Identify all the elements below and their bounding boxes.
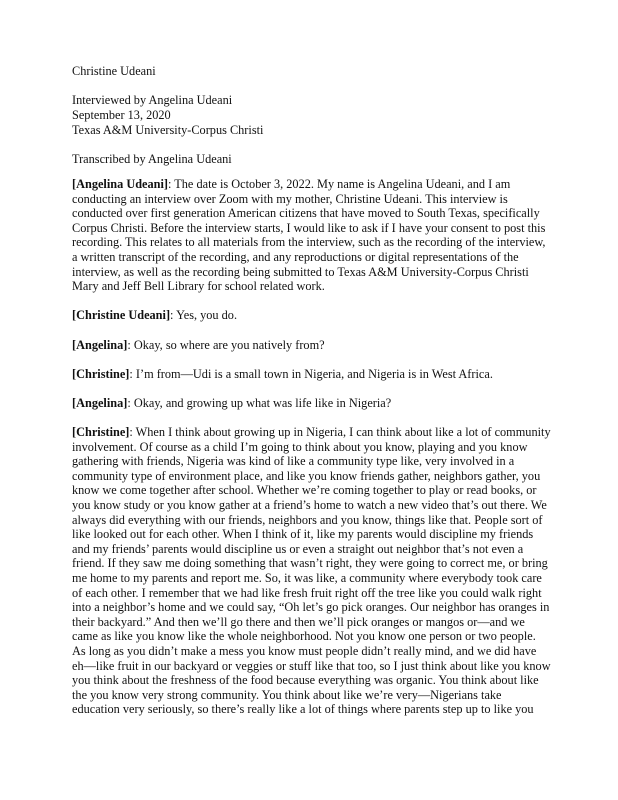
line-text: their backyard.” And then we’ll go there and then we’ll pick oranges or mangos or—and we [72,614,525,629]
transcript-line [72,206,558,221]
transcript-line [72,498,558,513]
line-text: conducting an interview over Zoom with my mother, Christine Udeani. This interview is [72,191,508,206]
transcript-line [72,483,558,498]
speaker-label: [Christine Udeani] [72,308,171,323]
transcript-line [72,396,558,411]
transcript-paragraph [72,367,558,382]
transcript-line [72,586,558,601]
transcript-line [72,469,558,484]
speaker-label: [Angelina] [72,395,128,410]
transcript-line [72,688,558,703]
transcript-paragraph [72,177,558,294]
transcript-line [72,527,558,542]
line-text: you think about the freshness of the food because everything was organic. You think about like [72,673,539,688]
speaker-label: [Christine] [72,366,130,381]
line-text: and my friends’ parents would discipline us or even a straight out neighbor that’s not even a [72,541,524,556]
line-text: of each other. I remember that we had like fresh fruit right off the tree like you could walk right [72,585,542,600]
transcript-line [72,192,558,207]
line-text: friend. If they saw me doing something that wasn’t right, they were going to correct me, or bring [72,556,548,571]
line-text: : When I think about growing up in Nigeria, I can think about like a lot of community [129,425,551,440]
line-text: came as like you know like the whole neighborhood. Not you know one person or two people. [72,629,536,644]
line-text: a written transcript of the recording, and any reproductions or digital representations of the [72,249,519,264]
transcript-line [72,702,558,717]
line-text: interview, as well as the recording being submitted to Texas A&M University-Corpus Christi [72,264,529,279]
line-text: : The date is October 3, 2022. My name is Angelina Udeani, and I am [168,177,511,191]
speaker-label: [Angelina] [72,337,128,352]
line-text: me home to my parents and report me. So, it was like, a community where everybody took care [72,571,542,586]
line-text: know we come together after school. Whether we’re coming together to play or read books, or [72,483,537,498]
speaker-label: [Angelina Udeani] [72,177,168,191]
line-text: involvement. Of course as a child I’m going to think about you know, playing and you know [72,439,528,454]
interviewee-name: Christine Udeani [72,64,156,78]
line-text: conducted over first generation American citizens that have moved to South Texas, specifically [72,206,540,221]
transcript-line [72,250,558,265]
institution: Texas A&M University-Corpus Christi [72,122,264,137]
line-text: : Okay, and growing up what was life like in Nigeria? [127,395,392,410]
transcript-line [72,644,558,659]
transcript-line [72,513,558,528]
transcript-line [72,279,558,294]
line-text: eh—like fruit in our backyard or veggies or stuff like that too, so I just think about like you know [72,658,551,673]
transcript-paragraph [72,338,558,353]
line-text: you know study or you know gather at a friend’s home to watch a new video that’s out there. We [72,498,547,513]
transcript-line [72,177,558,192]
transcript-line [72,542,558,557]
interviewer-line: Interviewed by Angelina Udeani [72,93,233,108]
line-text: always did everything with our friends, neighbors and you know, things like that. People sort of [72,512,543,527]
transcript-line [72,338,558,353]
transcript-line [72,265,558,280]
line-text: : Yes, you do. [170,308,238,323]
transcript-line [72,629,558,644]
transcriber-line: Transcribed by Angelina Udeani [72,151,232,166]
transcript-paragraph [72,308,558,323]
transcript-line [72,221,558,236]
line-text: recording. This relates to all materials from the interview, such as the recording of the interview, [72,235,546,250]
transcript-line [72,659,558,674]
line-text: community type of environment place, and like you know friends gather, neighbors gather, you [72,468,541,483]
line-text: : I’m from—Udi is a small town in Nigeria, and Nigeria is in West Africa. [129,366,493,381]
transcript-line [72,235,558,250]
line-text: gathering with friends, Nigeria was kind of like a community type like, very involved in a [72,454,515,469]
line-text: education very seriously, so there’s really like a lot of things where parents step up to like you [72,702,534,717]
transcript-line [72,454,558,469]
line-text: like looked out for each other. When I think of it, like my parents would discipline my friends [72,527,534,542]
transcript-paragraph [72,425,558,717]
line-text: the you know very strong community. You think about like we’re very—Nigerians take [72,687,502,702]
transcript-line [72,425,558,440]
line-text: Corpus Christi. Before the interview starts, I would like to ask if I have your consent to post this [72,220,546,235]
transcript-line [72,600,558,615]
transcript-line [72,615,558,630]
speaker-label: [Christine] [72,425,130,440]
transcript-line [72,308,558,323]
document-header [72,64,552,167]
line-text: As long as you didn’t make a mess you know must people didn’t really mind, and we did have [72,644,537,658]
transcript-body [72,177,558,732]
interview-date: September 13, 2020 [72,107,171,122]
transcript-line [72,571,558,586]
transcript-paragraph [72,396,558,411]
transcript-line [72,440,558,455]
transcript-line [72,673,558,688]
transcript-line [72,556,558,571]
line-text: into a neighbor’s home and we could say, “Oh let’s go pick oranges. Our neighbor has oranges in [72,600,550,615]
transcript-line [72,367,558,382]
line-text: Mary and Jeff Bell Library for school related work. [72,279,325,294]
line-text: : Okay, so where are you natively from? [127,337,325,352]
